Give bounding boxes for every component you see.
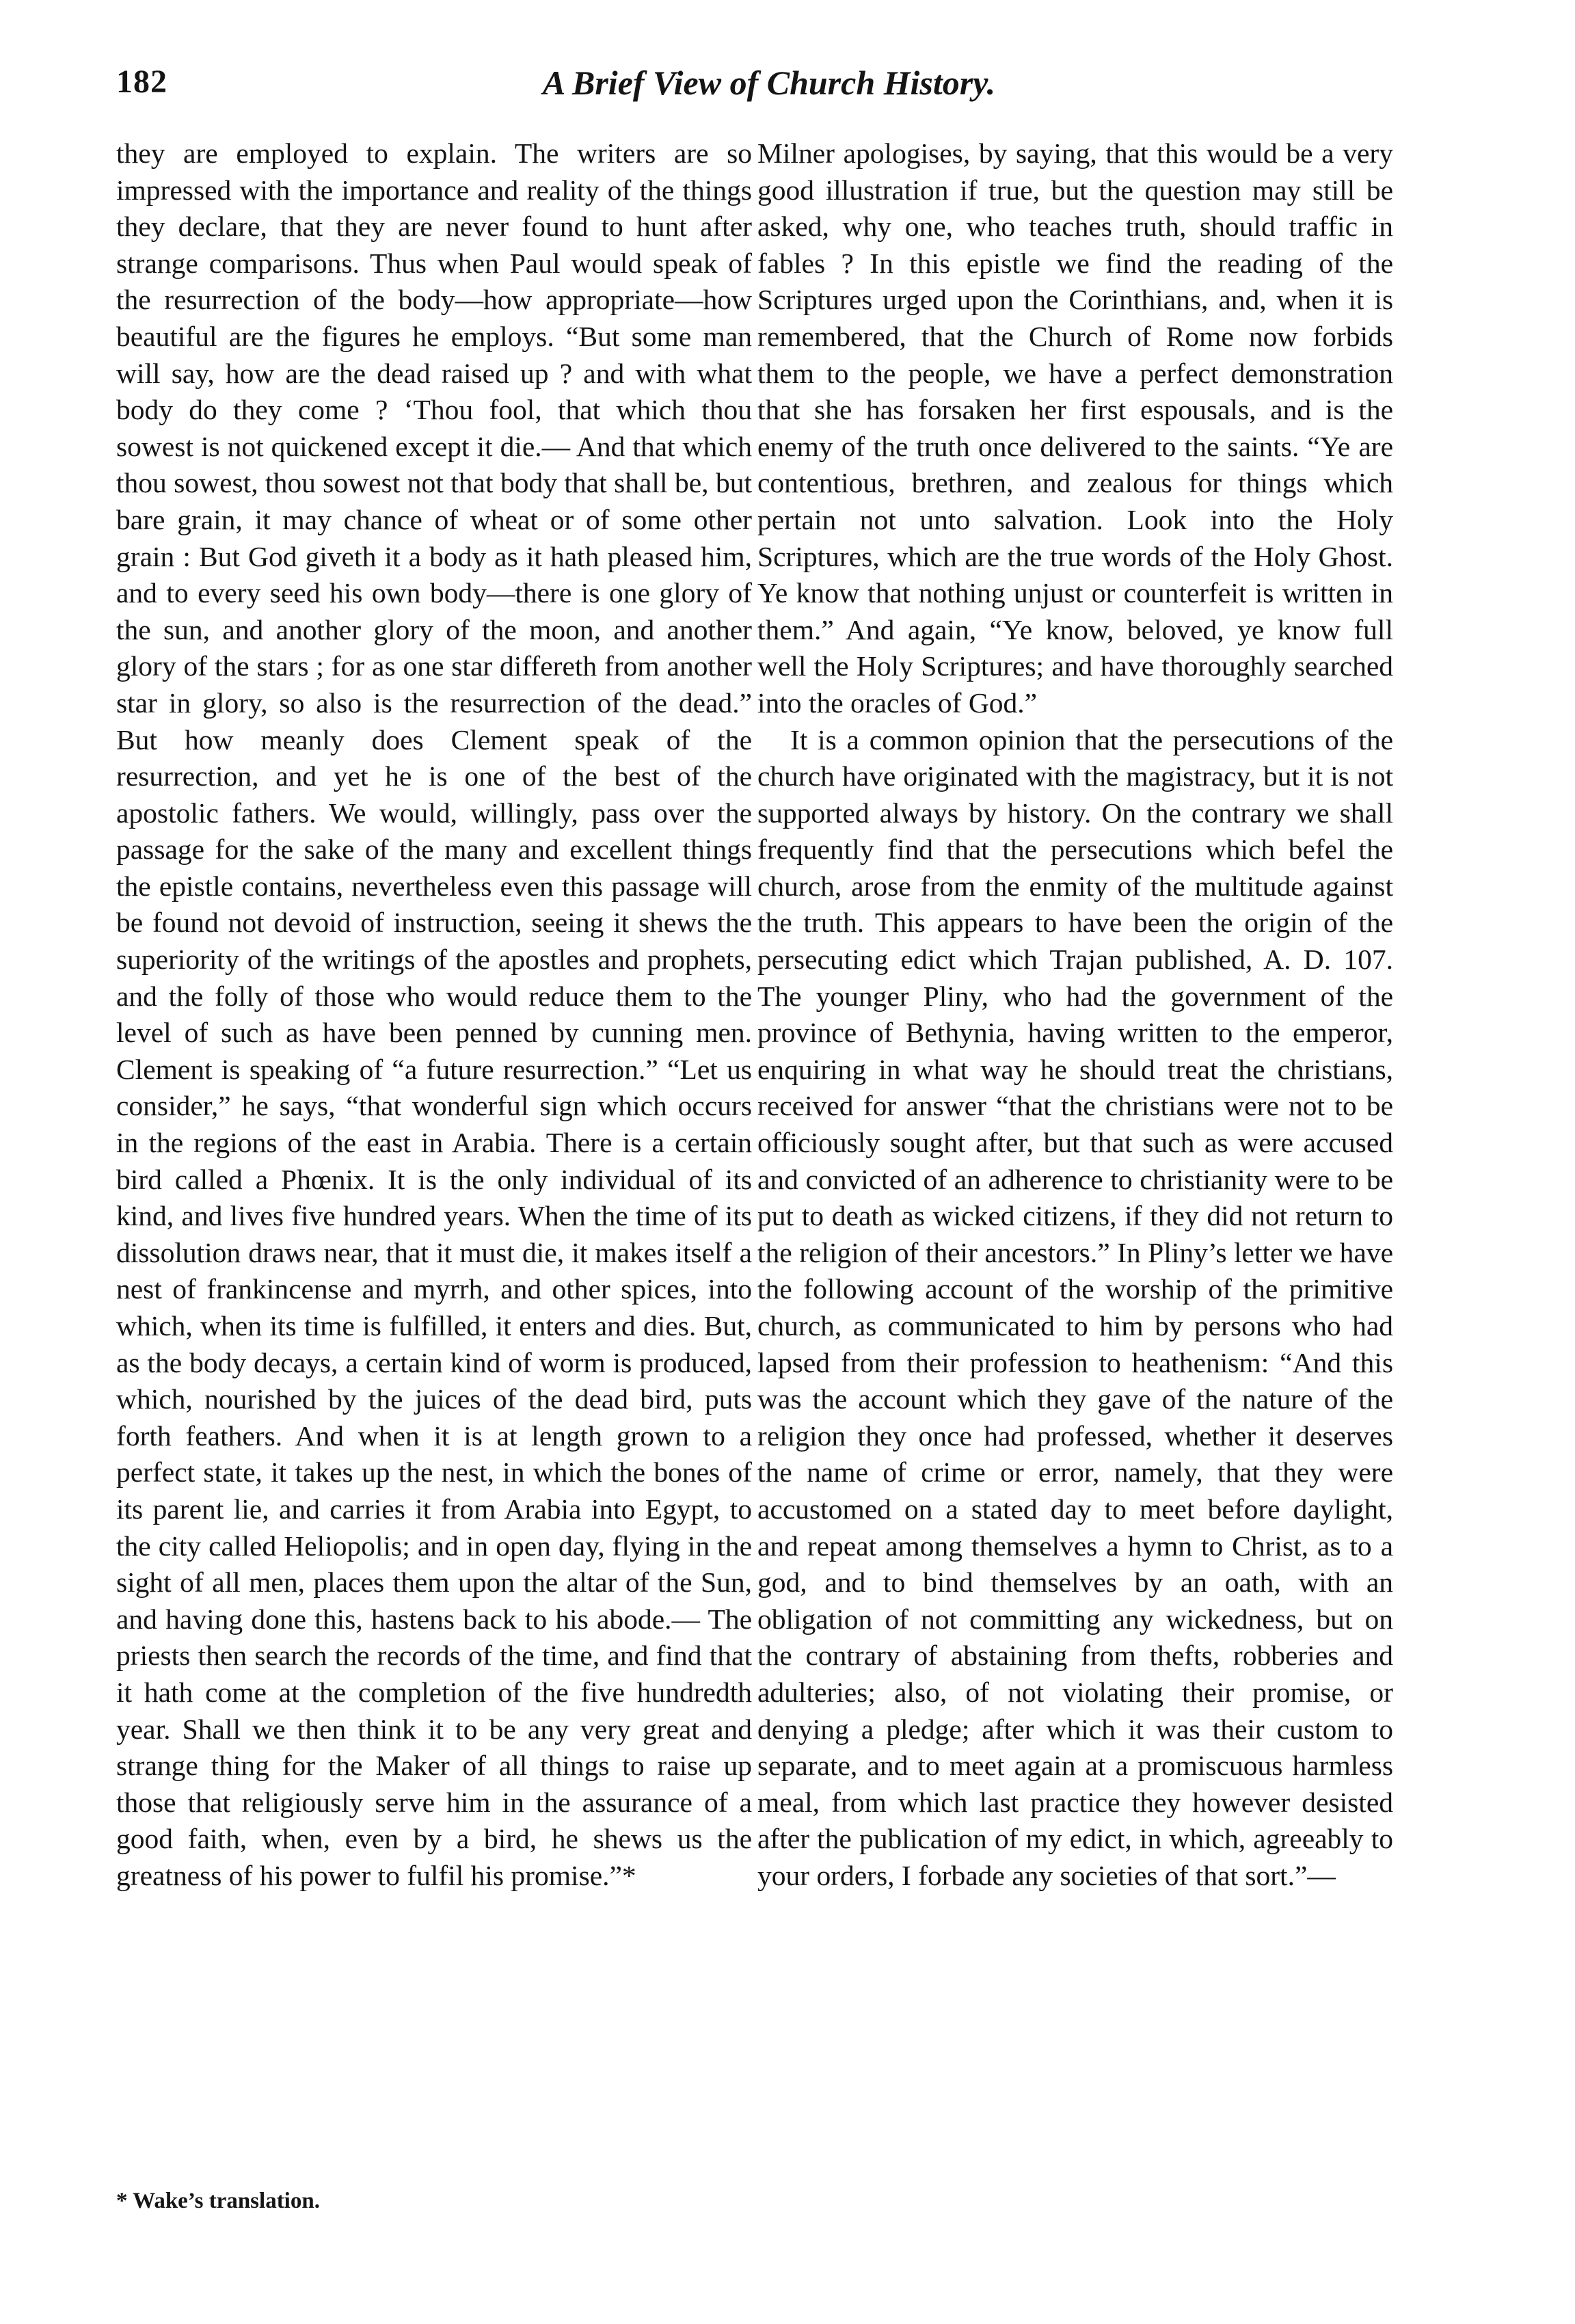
footnote: * Wake’s translation. bbox=[116, 2189, 320, 2213]
page-number: 182 bbox=[116, 64, 167, 100]
running-title: A Brief View of Church History. bbox=[542, 64, 996, 102]
left-paragraph-1: they are employed to explain. The writers are so impressed with the importance and reality of the things they declare, that they are never found to hunt after strange comparisons. Thus when Paul would speak of the resurrection of the body—how appropriate—how beautiful are the figures he employs. “But some man will say, how are the dead raised up ? and with what body do they come ? ‘Thou fool, that which thou sowest is not quickened except it die.— And that which thou sowest, thou sowest not that body that shall be, but bare grain, it may chance of wheat or of some other grain : But God giveth it a body as it hath pleased him, and to every seed his own body—there is one glory of the sun, and another glory of the moon, and another glory of the stars ; for as one star differeth from another star in glory, so also is the resurrection of the dead.” But how meanly does Clement speak of the resurrection, and yet he is one of the best of the apostolic fathers. We would, willingly, pass over the passage for the sake of the many and excellent things the epistle contains, nevertheless even this passage will be found not devoid of instruction, seeing it shews the superiority of the writings of the apostles and prophets, and the folly of those who would reduce them to the level of such as have been penned by cunning men. Clement is speaking of “a future resurrection.” “Let us consider,” he says, “that wonderful sign which occurs in the regions of the east in Arabia. There is a certain bird called a Phœnix. It is the only individual of its kind, and lives five hundred years. When the time of its dissolution draws near, that it must die, it makes itself a nest of frankincense and myrrh, and other spices, into which, when its time is fulfilled, it enters and dies. But, as the body decays, a certain kind of worm is produced, which, nourished by the juices of the dead bird, puts forth feathers. And when it is at length grown to a perfect state, it takes up the nest, in which the bones of its parent lie, and carries it from Arabia into Egypt, to the city called Heliopolis; and in open day, flying in the sight of all men, places them upon the altar of the Sun, and having done this, hastens back to his abode.— The priests then search the records of the time, and find that it hath come at the completion of the five hundredth year. Shall we then think it to be any very great and strange thing for the Maker of all things to raise up those that religiously serve him in the assurance of a good faith, when, even by a bird, he shews us the greatness of his power to fulfil his promise.”* bbox=[116, 137, 752, 1891]
left-column bbox=[116, 135, 752, 1895]
page-header bbox=[116, 63, 1422, 124]
right-column bbox=[757, 135, 1393, 1895]
right-paragraph-1: Milner apologises, by saying, that this would be a very good illustration if true, but the question may still be asked, why one, who teaches truth, should traffic in fables ? In this epistle we find the reading of the Scriptures urged upon the Corinthians, and, when it is remembered, that the Church of Rome now forbids them to the people, we have a perfect demonstration that she has forsaken her first espousals, and is the enemy of the truth once delivered to the saints. “Ye are contentious, brethren, and zealous for things which pertain not unto salvation. Look into the Holy Scriptures, which are the true words of the Holy Ghost. Ye know that nothing unjust or counterfeit is written in them.” And again, “Ye know, beloved, ye know full well the Holy Scriptures; and have thoroughly searched into the oracles of God.” bbox=[757, 137, 1393, 719]
right-paragraph-2: It is a common opinion that the persecutions of the church have originated with the magistracy, but it is not supported always by history. On the contrary we shall frequently find that the persecutions which befel the church, arose from the enmity of the multitude against the truth. This appears to have been the origin of the persecuting edict which Trajan published, A. D. 107. The younger Pliny, who had the government of the province of Bethynia, having written to the emperor, enquiring in what way he should treat the christians, received for answer “that the christians were not to be officiously sought after, but that such as were accused and convicted of an adherence to christianity were to be put to death as wicked citizens, if they did not return to the religion of their ancestors.” In Pliny’s letter we have the following account of the worship of the primitive church, as communicated to him by persons who had lapsed from their profession to heathenism: “And this was the account which they gave of the nature of the religion they once had professed, whether it deserves the name of crime or error, namely, that they were accustomed on a stated day to meet before daylight, and repeat among themselves a hymn to Christ, as to a god, and to bind themselves by an oath, with an obligation of not committing any wickedness, but on the contrary of abstaining from thefts, robberies and adulteries; also, of not violating their promise, or denying a pledge; after which it was their custom to separate, and to meet again at a promiscuous harmless meal, from which last practice they however desisted after the publication of my edict, in which, agreeably to your orders, I forbade any societies of that sort.”— bbox=[757, 723, 1393, 1891]
